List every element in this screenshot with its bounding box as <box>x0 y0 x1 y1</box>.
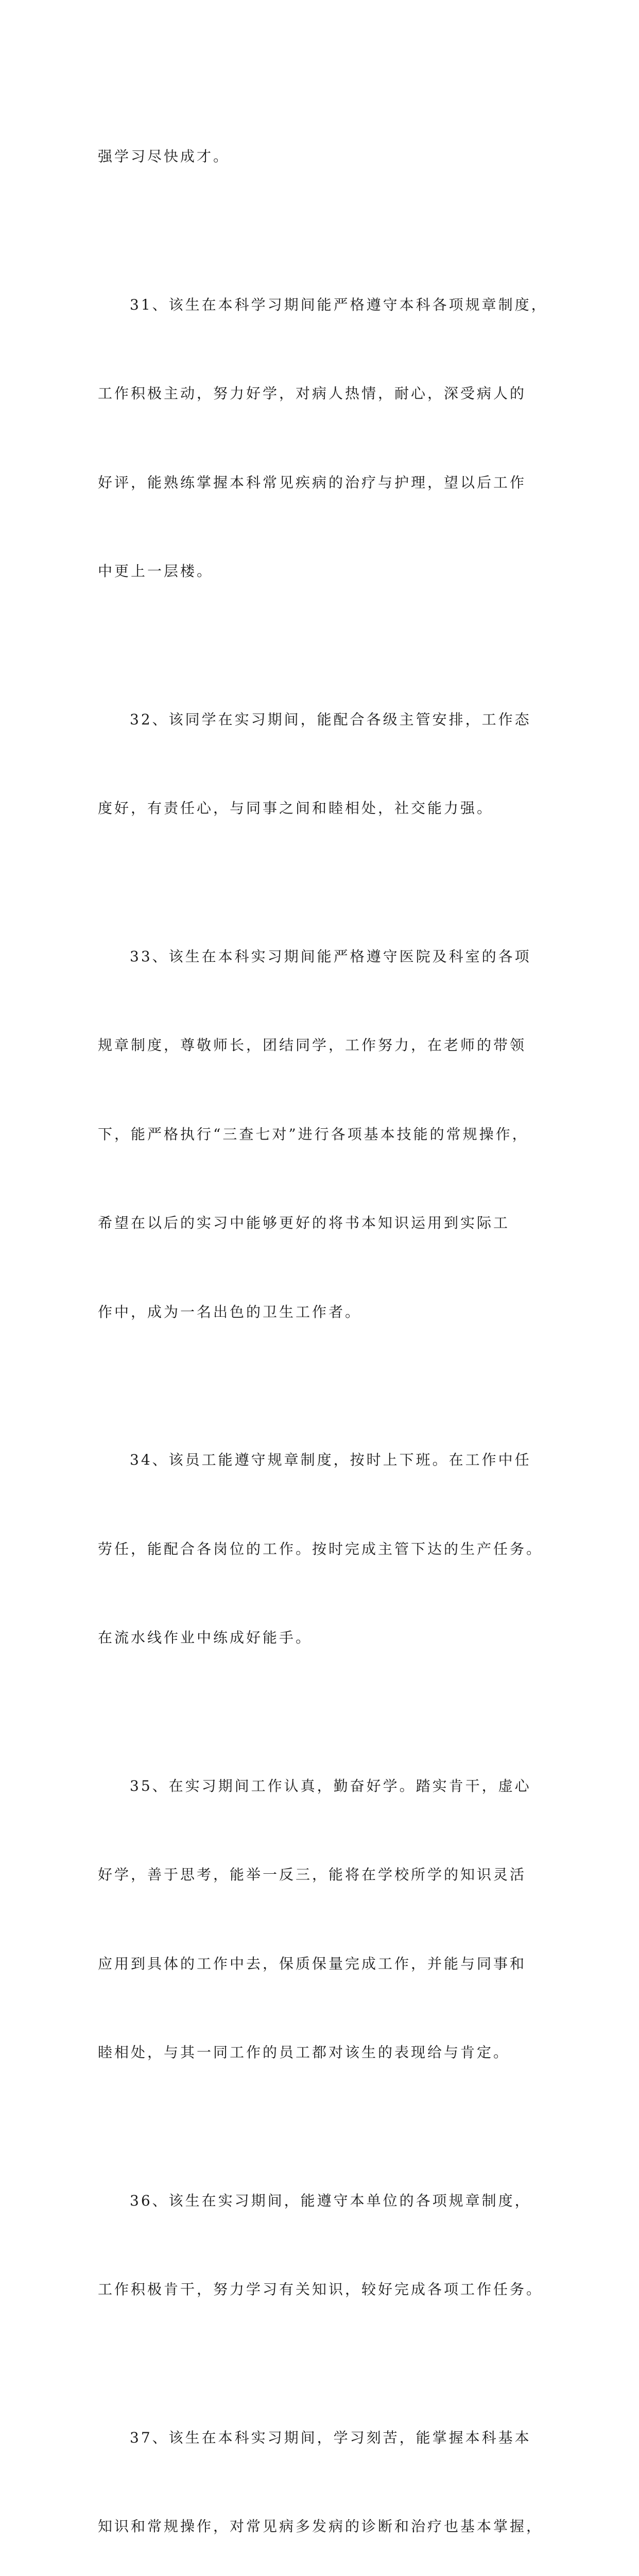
text-line: 好学，善于思考，能举一反三，能将在学校所学的知识灵活 <box>98 1860 556 1890</box>
paragraph-35 <box>98 1712 556 2127</box>
text-line: 度好，有责任心，与同事之间和睦相处，社交能力强。 <box>98 793 556 823</box>
text-line: 下，能严格执行“三查七对”进行各项基本技能的常规操作， <box>98 1120 556 1149</box>
text-line: 36、该生在实习期间，能遵守本单位的各项规章制度， <box>98 2186 556 2216</box>
document-page <box>0 0 639 904</box>
text-line: 作中，成为一名出色的卫生工作者。 <box>98 1297 556 1327</box>
text-line: 睦相处，与其一同工作的员工都对该生的表现给与肯定。 <box>98 2038 556 2067</box>
paragraph-continuation <box>98 82 556 231</box>
paragraph-34 <box>98 1386 556 1712</box>
text-line: 35、在实习期间工作认真，勤奋好学。踏实肯干，虚心 <box>98 1771 556 1801</box>
text-line: 37、该生在本科实习期间，学习刻苦，能掌握本科基本 <box>98 2423 556 2453</box>
text-line: 强学习尽快成才。 <box>98 142 556 172</box>
text-line: 劳任，能配合各岗位的工作。按时完成主管下达的生产任务。 <box>98 1534 556 1564</box>
text-line: 中更上一层楼。 <box>98 556 556 586</box>
text-line: 希望在以后的实习中能够更好的将书本知识运用到实际工 <box>98 1208 556 1238</box>
text-line: 在流水线作业中练成好能手。 <box>98 1623 556 1653</box>
document-body <box>98 82 556 2576</box>
text-line: 知识和常规操作，对常见病多发病的诊断和治疗也基本掌握， <box>98 2512 556 2541</box>
text-line: 应用到具体的工作中去，保质保量完成工作，并能与同事和 <box>98 1949 556 1979</box>
paragraph-36 <box>98 2127 556 2364</box>
text-line: 工作积极主动，努力好学，对病人热情，耐心，深受病人的 <box>98 379 556 409</box>
text-line: 34、该员工能遵守规章制度，按时上下班。在工作中任 <box>98 1445 556 1475</box>
paragraph-32 <box>98 646 556 883</box>
text-line: 规章制度，尊敬师长，团结同学，工作努力，在老师的带领 <box>98 1030 556 1060</box>
paragraph-31 <box>98 231 556 646</box>
paragraph-33 <box>98 883 556 1386</box>
paragraph-37 <box>98 2364 556 2576</box>
text-line: 好评，能熟练掌握本科常见疾病的治疗与护理，望以后工作 <box>98 468 556 498</box>
text-line: 工作积极肯干，努力学习有关知识，较好完成各项工作任务。 <box>98 2275 556 2304</box>
text-line: 33、该生在本科实习期间能严格遵守医院及科室的各项 <box>98 942 556 972</box>
text-line: 31、该生在本科学习期间能严格遵守本科各项规章制度， <box>98 290 556 320</box>
text-line: 32、该同学在实习期间，能配合各级主管安排，工作态 <box>98 705 556 735</box>
